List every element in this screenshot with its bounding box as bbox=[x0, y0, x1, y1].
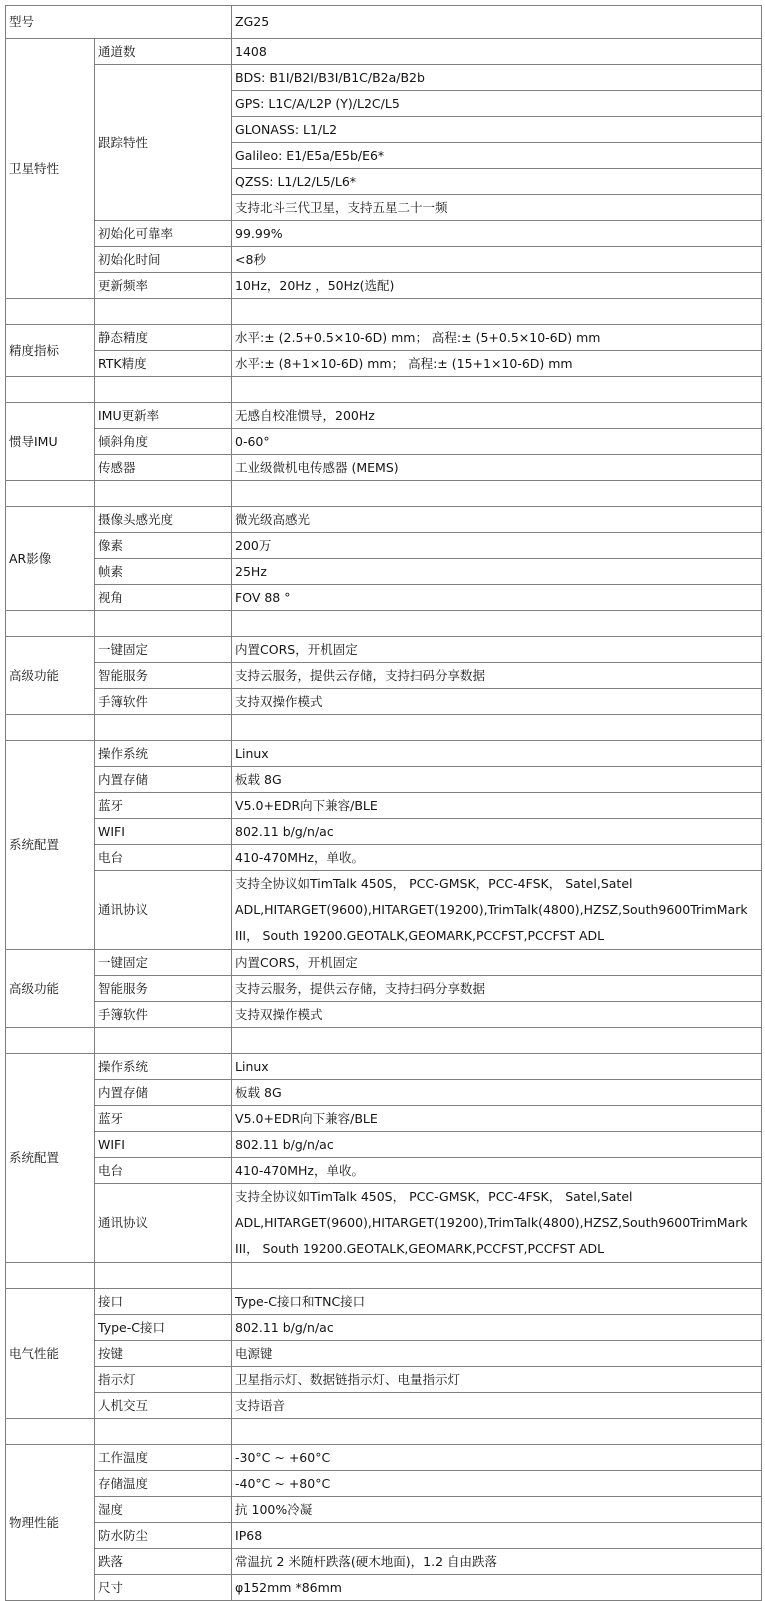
spec-value-cell: GPS: L1C/A/L2P (Y)/L2C/L5 bbox=[232, 91, 762, 117]
spec-row bbox=[6, 1315, 762, 1341]
spec-label-cell: 防水防尘 bbox=[95, 1523, 232, 1549]
spec-label-cell: 初始化可靠率 bbox=[95, 221, 232, 247]
spec-label-cell: 初始化时间 bbox=[95, 247, 232, 273]
spec-label-cell: 电台 bbox=[95, 1158, 232, 1184]
spec-value-cell: 抗 100%冷凝 bbox=[232, 1497, 762, 1523]
spec-value-cell: 卫星指示灯、数据链指示灯、电量指示灯 bbox=[232, 1367, 762, 1393]
spec-row bbox=[6, 819, 762, 845]
separator-row bbox=[6, 377, 762, 403]
spec-value-cell: -30°C ~ +60°C bbox=[232, 1445, 762, 1471]
spec-value-cell: 电源键 bbox=[232, 1341, 762, 1367]
spec-value-cell: V5.0+EDR向下兼容/BLE bbox=[232, 1106, 762, 1132]
spec-label-cell: 一键固定 bbox=[95, 637, 232, 663]
spec-row bbox=[6, 976, 762, 1002]
spec-value-cell: 无感自校准惯导，200Hz bbox=[232, 403, 762, 429]
spec-row bbox=[6, 1132, 762, 1158]
spec-value-cell: φ152mm *86mm bbox=[232, 1575, 762, 1601]
spec-value-cell: 1408 bbox=[232, 39, 762, 65]
empty-cell bbox=[95, 1263, 232, 1289]
spec-value-cell: 板载 8G bbox=[232, 767, 762, 793]
spec-row bbox=[6, 559, 762, 585]
spec-row bbox=[6, 1575, 762, 1601]
spec-label-cell: 湿度 bbox=[95, 1497, 232, 1523]
empty-cell bbox=[232, 299, 762, 325]
empty-cell bbox=[95, 299, 232, 325]
spec-label-cell: WIFI bbox=[95, 819, 232, 845]
spec-value-cell: 内置CORS，开机固定 bbox=[232, 637, 762, 663]
spec-row bbox=[6, 1184, 762, 1263]
spec-value-cell: 支持语音 bbox=[232, 1393, 762, 1419]
model-value-cell: ZG25 bbox=[232, 6, 762, 39]
empty-cell bbox=[6, 1028, 95, 1054]
spec-label-cell: 视角 bbox=[95, 585, 232, 611]
spec-table-body bbox=[6, 6, 762, 1601]
spec-row bbox=[6, 1054, 762, 1080]
empty-cell bbox=[6, 715, 95, 741]
spec-row bbox=[6, 247, 762, 273]
category-cell: 精度指标 bbox=[6, 325, 95, 377]
spec-value-cell: GLONASS: L1/L2 bbox=[232, 117, 762, 143]
category-cell: 系统配置 bbox=[6, 1054, 95, 1263]
spec-value-cell: FOV 88 ° bbox=[232, 585, 762, 611]
spec-row bbox=[6, 39, 762, 65]
spec-value-cell: 支持双操作模式 bbox=[232, 1002, 762, 1028]
spec-row bbox=[6, 6, 762, 39]
spec-value-cell: 工业级微机电传感器 (MEMS) bbox=[232, 455, 762, 481]
spec-label-cell: 一键固定 bbox=[95, 950, 232, 976]
spec-row bbox=[6, 403, 762, 429]
spec-value-cell: 水平:± (8+1×10-6D) mm； 高程:± (15+1×10-6D) mm bbox=[232, 351, 762, 377]
spec-label-cell: 蓝牙 bbox=[95, 1106, 232, 1132]
empty-cell bbox=[232, 1028, 762, 1054]
empty-cell bbox=[6, 299, 95, 325]
spec-value-cell: V5.0+EDR向下兼容/BLE bbox=[232, 793, 762, 819]
spec-value-cell: 410-470MHz，单收。 bbox=[232, 845, 762, 871]
empty-cell bbox=[232, 715, 762, 741]
separator-row bbox=[6, 299, 762, 325]
spec-value-cell: 水平:± (2.5+0.5×10-6D) mm； 高程:± (5+0.5×10-6D) mm bbox=[232, 325, 762, 351]
spec-row bbox=[6, 273, 762, 299]
spec-label-cell: 跟踪特性 bbox=[95, 65, 232, 221]
category-cell: 物理性能 bbox=[6, 1445, 95, 1601]
spec-label-cell: 蓝牙 bbox=[95, 793, 232, 819]
separator-row bbox=[6, 1263, 762, 1289]
spec-row bbox=[6, 1393, 762, 1419]
empty-cell bbox=[6, 481, 95, 507]
spec-row bbox=[6, 1080, 762, 1106]
spec-value-cell: 微光级高感光 bbox=[232, 507, 762, 533]
spec-value-cell: Linux bbox=[232, 1054, 762, 1080]
empty-cell bbox=[95, 377, 232, 403]
spec-label-cell: 内置存储 bbox=[95, 767, 232, 793]
spec-row bbox=[6, 845, 762, 871]
empty-cell bbox=[6, 611, 95, 637]
spec-row bbox=[6, 1445, 762, 1471]
separator-row bbox=[6, 1419, 762, 1445]
spec-row bbox=[6, 507, 762, 533]
spec-label-cell: Type-C接口 bbox=[95, 1315, 232, 1341]
spec-value-cell: 0-60° bbox=[232, 429, 762, 455]
empty-cell bbox=[95, 715, 232, 741]
spec-row bbox=[6, 663, 762, 689]
spec-value-cell: 802.11 b/g/n/ac bbox=[232, 819, 762, 845]
category-cell: 高级功能 bbox=[6, 950, 95, 1028]
category-cell: 高级功能 bbox=[6, 637, 95, 715]
spec-label-cell: 跌落 bbox=[95, 1549, 232, 1575]
spec-label-cell: 操作系统 bbox=[95, 741, 232, 767]
spec-value-cell: 99.99% bbox=[232, 221, 762, 247]
spec-value-cell: 支持全协议如TimTalk 450S， PCC-GMSK，PCC-4FSK， Satel,Satel ADL,HITARGET(9600),HITARGET(19200),TrimTalk(4800),HZSZ,South9600TrimMark III， South 19200.GEOTALK,GEOMARK,PCCFST,PCCFST ADL bbox=[232, 1184, 762, 1263]
empty-cell bbox=[6, 1419, 95, 1445]
spec-row bbox=[6, 767, 762, 793]
separator-row bbox=[6, 715, 762, 741]
spec-label-cell: 更新频率 bbox=[95, 273, 232, 299]
spec-value-cell: 支持云服务，提供云存储，支持扫码分享数据 bbox=[232, 976, 762, 1002]
spec-label-cell: 智能服务 bbox=[95, 663, 232, 689]
spec-value-cell: -40°C ~ +80°C bbox=[232, 1471, 762, 1497]
spec-label-cell: 传感器 bbox=[95, 455, 232, 481]
spec-label-cell: 按键 bbox=[95, 1341, 232, 1367]
spec-row bbox=[6, 1367, 762, 1393]
spec-label-cell: RTK精度 bbox=[95, 351, 232, 377]
spec-label-cell: 内置存储 bbox=[95, 1080, 232, 1106]
spec-row bbox=[6, 533, 762, 559]
spec-row bbox=[6, 1289, 762, 1315]
empty-cell bbox=[232, 611, 762, 637]
spec-value-cell: IP68 bbox=[232, 1523, 762, 1549]
spec-row bbox=[6, 1497, 762, 1523]
spec-value-cell: 802.11 b/g/n/ac bbox=[232, 1132, 762, 1158]
spec-row bbox=[6, 1106, 762, 1132]
spec-value-cell: 常温抗 2 米随杆跌落(硬木地面)，1.2 自由跌落 bbox=[232, 1549, 762, 1575]
empty-cell bbox=[232, 377, 762, 403]
spec-row bbox=[6, 793, 762, 819]
empty-cell bbox=[232, 481, 762, 507]
spec-row bbox=[6, 1523, 762, 1549]
spec-label-cell: 通讯协议 bbox=[95, 871, 232, 950]
category-cell: 卫星特性 bbox=[6, 39, 95, 299]
spec-row bbox=[6, 585, 762, 611]
spec-value-cell: Linux bbox=[232, 741, 762, 767]
spec-label-cell: 帧素 bbox=[95, 559, 232, 585]
empty-cell bbox=[6, 1263, 95, 1289]
spec-row bbox=[6, 65, 762, 91]
separator-row bbox=[6, 1028, 762, 1054]
spec-value-cell: QZSS: L1/L2/L5/L6* bbox=[232, 169, 762, 195]
category-cell: 惯导IMU bbox=[6, 403, 95, 481]
model-label-cell: 型号 bbox=[6, 6, 232, 39]
spec-row bbox=[6, 351, 762, 377]
spec-label-cell: 存储温度 bbox=[95, 1471, 232, 1497]
spec-row bbox=[6, 455, 762, 481]
spec-value-cell: 支持北斗三代卫星，支持五星二十一频 bbox=[232, 195, 762, 221]
spec-label-cell: 电台 bbox=[95, 845, 232, 871]
category-cell: 电气性能 bbox=[6, 1289, 95, 1419]
spec-row bbox=[6, 1341, 762, 1367]
empty-cell bbox=[232, 1419, 762, 1445]
spec-label-cell: 人机交互 bbox=[95, 1393, 232, 1419]
spec-table bbox=[5, 5, 762, 1601]
spec-label-cell: 操作系统 bbox=[95, 1054, 232, 1080]
spec-label-cell: WIFI bbox=[95, 1132, 232, 1158]
spec-row bbox=[6, 429, 762, 455]
spec-row bbox=[6, 871, 762, 950]
spec-value-cell: 410-470MHz，单收。 bbox=[232, 1158, 762, 1184]
spec-row bbox=[6, 325, 762, 351]
empty-cell bbox=[6, 377, 95, 403]
spec-row bbox=[6, 1002, 762, 1028]
spec-value-cell: Galileo: E1/E5a/E5b/E6* bbox=[232, 143, 762, 169]
spec-label-cell: 手簿软件 bbox=[95, 1002, 232, 1028]
spec-value-cell: 25Hz bbox=[232, 559, 762, 585]
spec-row bbox=[6, 1471, 762, 1497]
spec-value-cell: 支持全协议如TimTalk 450S， PCC-GMSK，PCC-4FSK， Satel,Satel ADL,HITARGET(9600),HITARGET(19200),TrimTalk(4800),HZSZ,South9600TrimMark III， South 19200.GEOTALK,GEOMARK,PCCFST,PCCFST ADL bbox=[232, 871, 762, 950]
spec-row bbox=[6, 741, 762, 767]
spec-value-cell: 板载 8G bbox=[232, 1080, 762, 1106]
spec-row bbox=[6, 689, 762, 715]
spec-label-cell: 通讯协议 bbox=[95, 1184, 232, 1263]
spec-label-cell: 摄像头感光度 bbox=[95, 507, 232, 533]
spec-value-cell: 10Hz，20Hz ，50Hz(选配) bbox=[232, 273, 762, 299]
empty-cell bbox=[95, 1419, 232, 1445]
spec-value-cell: Type-C接口和TNC接口 bbox=[232, 1289, 762, 1315]
spec-value-cell: 支持云服务，提供云存储，支持扫码分享数据 bbox=[232, 663, 762, 689]
empty-cell bbox=[95, 481, 232, 507]
spec-row bbox=[6, 950, 762, 976]
spec-row bbox=[6, 637, 762, 663]
spec-value-cell: 802.11 b/g/n/ac bbox=[232, 1315, 762, 1341]
spec-label-cell: 智能服务 bbox=[95, 976, 232, 1002]
spec-row bbox=[6, 1158, 762, 1184]
spec-value-cell: 支持双操作模式 bbox=[232, 689, 762, 715]
spec-value-cell: <8秒 bbox=[232, 247, 762, 273]
separator-row bbox=[6, 481, 762, 507]
spec-label-cell: 像素 bbox=[95, 533, 232, 559]
spec-label-cell: 指示灯 bbox=[95, 1367, 232, 1393]
spec-value-cell: BDS: B1I/B2I/B3I/B1C/B2a/B2b bbox=[232, 65, 762, 91]
spec-label-cell: IMU更新率 bbox=[95, 403, 232, 429]
category-cell: AR影像 bbox=[6, 507, 95, 611]
spec-label-cell: 接口 bbox=[95, 1289, 232, 1315]
spec-label-cell: 静态精度 bbox=[95, 325, 232, 351]
spec-value-cell: 200万 bbox=[232, 533, 762, 559]
spec-row bbox=[6, 1549, 762, 1575]
spec-label-cell: 倾斜角度 bbox=[95, 429, 232, 455]
spec-label-cell: 工作温度 bbox=[95, 1445, 232, 1471]
empty-cell bbox=[232, 1263, 762, 1289]
empty-cell bbox=[95, 611, 232, 637]
spec-label-cell: 手簿软件 bbox=[95, 689, 232, 715]
spec-label-cell: 通道数 bbox=[95, 39, 232, 65]
spec-value-cell: 内置CORS，开机固定 bbox=[232, 950, 762, 976]
separator-row bbox=[6, 611, 762, 637]
spec-row bbox=[6, 221, 762, 247]
empty-cell bbox=[95, 1028, 232, 1054]
spec-label-cell: 尺寸 bbox=[95, 1575, 232, 1601]
category-cell: 系统配置 bbox=[6, 741, 95, 950]
